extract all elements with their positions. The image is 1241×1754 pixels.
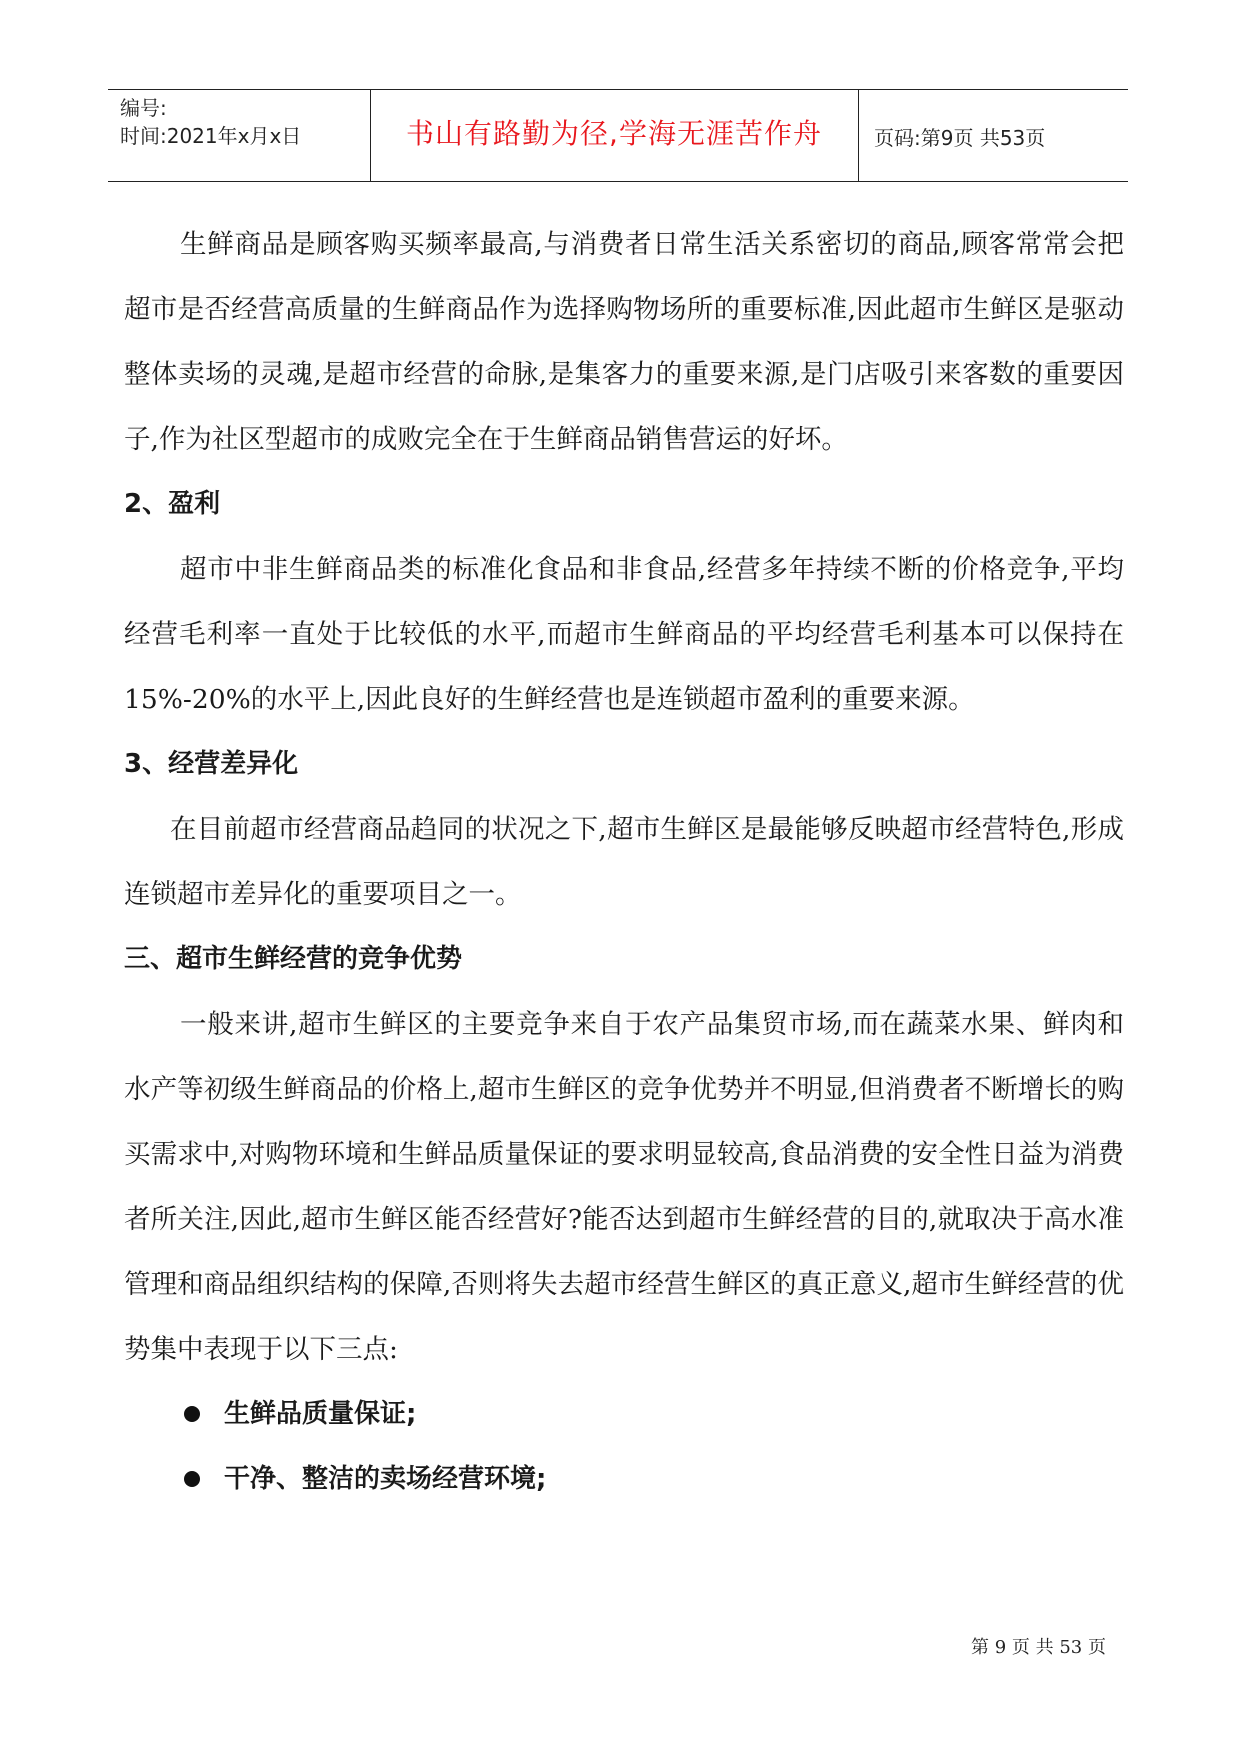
paragraph: 超市中非生鲜商品类的标准化食品和非食品,经营多年持续不断的价格竞争,平均经营毛利率一直处于比较低的水平,而超市生鲜商品的平均经营毛利基本可以保持在15%-20%的水平上,因此良好的生鲜经营也是连锁超市盈利的重要来源。 xyxy=(124,554,1124,715)
document-number-label: 编号: xyxy=(120,96,167,120)
list-item-text: 生鲜品质量保证; xyxy=(224,1399,417,1429)
page-footer: 第 9 页 共 53 页 xyxy=(971,1637,1106,1658)
header-motto: 书山有路勤为径,学海无涯苦作舟 xyxy=(406,117,822,150)
bullet-dot-icon xyxy=(184,1406,200,1422)
paragraph: 在目前超市经营商品趋同的状况之下,超市生鲜区是最能够反映超市经营特色,形成连锁超市差异化的重要项目之一。 xyxy=(124,814,1124,910)
bullet-dot-icon xyxy=(184,1471,200,1487)
section-heading: 3、经营差异化 xyxy=(124,749,299,779)
bullet-list xyxy=(124,1382,1124,1512)
paragraph: 生鲜商品是顾客购买频率最高,与消费者日常生活关系密切的商品,顾客常常会把超市是否经营高质量的生鲜商品作为选择购物场所的重要标准,因此超市生鲜区是驱动整体卖场的灵魂,是超市经营的命脉,是集客力的重要来源,是门店吸引来客数的重要因子,作为社区型超市的成败完全在于生鲜商品销售营运的好坏。 xyxy=(124,229,1124,455)
list-item-text: 干净、整洁的卖场经营环境; xyxy=(224,1464,547,1494)
header-divider xyxy=(370,90,371,181)
document-date-label: 时间:2021年x月x日 xyxy=(120,124,302,148)
list-item xyxy=(124,1447,1124,1512)
document-body xyxy=(124,212,1124,1512)
list-item xyxy=(124,1382,1124,1447)
header-page-number: 页码:第9页 共53页 xyxy=(874,126,1046,150)
section-heading: 2、盈利 xyxy=(124,489,221,519)
paragraph: 一般来讲,超市生鲜区的主要竞争来自于农产品集贸市场,而在蔬菜水果、鲜肉和水产等初级生鲜商品的价格上,超市生鲜区的竞争优势并不明显,但消费者不断增长的购买需求中,对购物环境和生鲜品质量保证的要求明显较高,食品消费的安全性日益为消费者所关注,因此,超市生鲜区能否经营好?能否达到超市生鲜经营的目的,就取决于高水准管理和商品组织结构的保障,否则将失去超市经营生鲜区的真正意义,超市生鲜经营的优势集中表现于以下三点: xyxy=(124,1009,1124,1365)
section-heading: 三、超市生鲜经营的竞争优势 xyxy=(124,944,463,974)
header-meta xyxy=(120,94,301,150)
header-divider xyxy=(858,90,859,181)
page-header xyxy=(108,89,1128,182)
